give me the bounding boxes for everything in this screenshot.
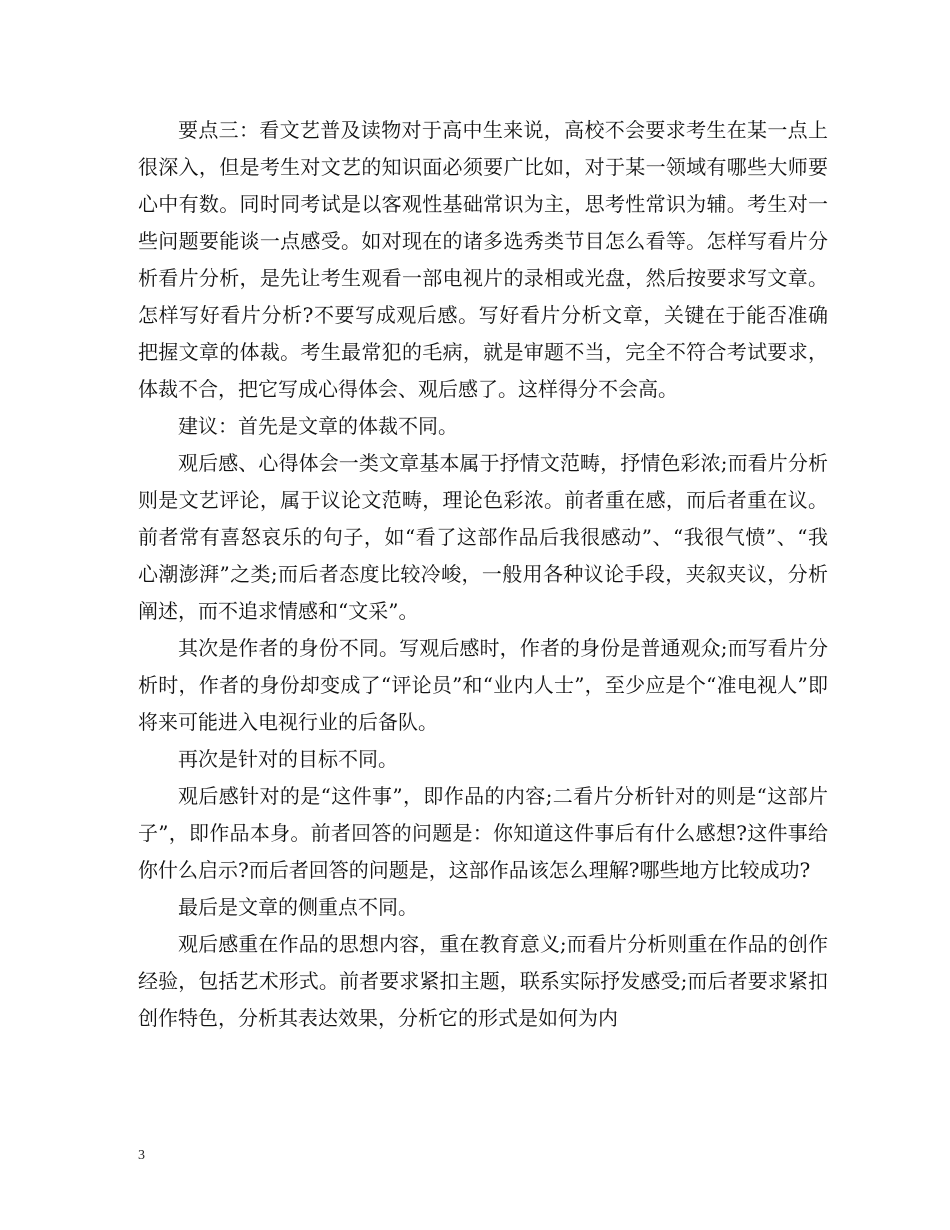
paragraph: 观后感针对的是“这件事”，即作品的内容;二看片分析针对的则是“这部片子”，即作品本身。前者回答的问题是：你知道这件事后有什么感想?这件事给你什么启示?而后者回答的问题是，这部作品该怎么理解?哪些地方比较成功?	[138, 784, 828, 882]
paragraph: 要点三：看文艺普及读物对于高中生来说，高校不会要求考生在某一点上很深入，但是考生对文艺的知识面必须要广比如，对于某一领域有哪些大师要心中有数。同时同考试是以客观性基础常识为主，思考性常识为辅。考生对一些问题要能谈一点感受。如对现在的诸多选秀类节目怎么看等。怎样写看片分析看片分析，是先让考生观看一部电视片的录相或光盘，然后按要求写文章。怎样写好看片分析?不要写成观后感。写好看片分析文章，关键在于能否准确把握文章的体裁。考生最常犯的毛病，就是审题不当，完全不符合考试要求，体裁不合，把它写成心得体会、观后感了。这样得分不会高。	[138, 118, 828, 401]
paragraph: 其次是作者的身份不同。写观后感时，作者的身份是普通观众;而写看片分析时，作者的身份却变成了“评论员”和“业内人士”，至少应是个“准电视人”即将来可能进入电视行业的后备队。	[138, 636, 828, 734]
paragraph: 再次是针对的目标不同。	[178, 747, 398, 771]
body-text	[138, 112, 828, 1037]
paragraph: 观后感、心得体会一类文章基本属于抒情文范畴，抒情色彩浓;而看片分析则是文艺评论，属于议论文范畴，理论色彩浓。前者重在感，而后者重在议。前者常有喜怒哀乐的句子，如“看了这部作品后我很感动”、“我很气愤”、“我心潮澎湃”之类;而后者态度比较冷峻，一般用各种议论手段，夹叙夹议，分析阐述，而不追求情感和“文采”。	[138, 451, 828, 623]
paragraph: 建议：首先是文章的体裁不同。	[178, 414, 458, 438]
page-number: 3	[138, 1148, 145, 1163]
paragraph: 观后感重在作品的思想内容，重在教育意义;而看片分析则重在作品的创作经验，包括艺术形式。前者要求紧扣主题，联系实际抒发感受;而后者要求紧扣创作特色，分析其表达效果，分析它的形式是如何为内	[138, 932, 828, 1030]
paragraph: 最后是文章的侧重点不同。	[178, 895, 418, 919]
